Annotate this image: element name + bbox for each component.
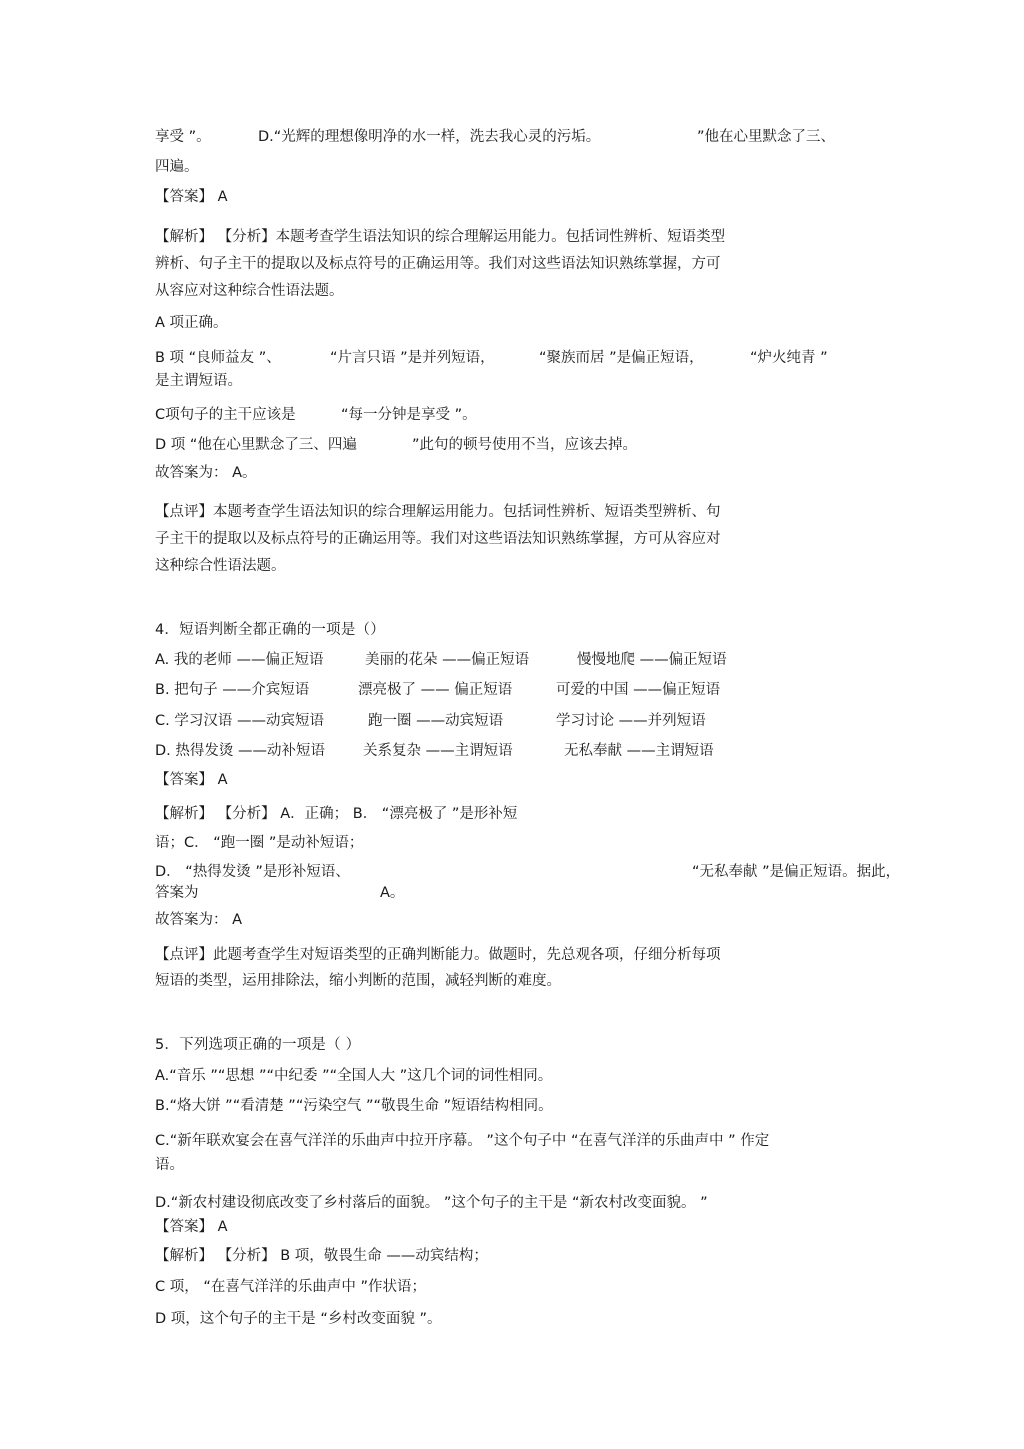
text-line: D.“光辉的理想像明净的水一样，洗去我心灵的污垢。 xyxy=(258,129,601,145)
comment-text: 短语的类型，运用排除法，缩小判断的范围，减轻判断的难度。 xyxy=(155,973,561,989)
option-c: C.“新年联欢宴会在喜气洋洋的乐曲声中拉开序幕。 ”这个句子中 “在喜气洋洋的乐曲声中 ” 作定 xyxy=(155,1133,770,1149)
option-a-part2: 美丽的花朵 ——偏正短语 xyxy=(365,652,530,668)
option-d: D.“新农村建设彻底改变了乡村落后的面貌。 ”这个句子的主干是 “新农村改变面貌。 ” xyxy=(155,1195,708,1211)
answer-label: 【答案】 A xyxy=(155,189,228,205)
option-c: 语。 xyxy=(155,1157,184,1173)
option-c-part3: 学习讨论 ——并列短语 xyxy=(556,713,706,729)
comment-text: 子主干的提取以及标点符号的正确运用等。我们对这些语法知识熟练掌握，方可从容应对 xyxy=(155,531,721,547)
option-d-part2: 关系复杂 ——主谓短语 xyxy=(363,743,513,759)
analysis-text: D 项，这个句子的主干是 “乡村改变面貌 ”。 xyxy=(155,1311,442,1327)
option-c-part2: 跑一圈 ——动宾短语 xyxy=(368,713,504,729)
answer-label: 【答案】 A xyxy=(155,1219,228,1235)
comment-text: 这种综合性语法题。 xyxy=(155,558,286,574)
analysis-text: “无私奉献 ”是偏正短语。据此， xyxy=(692,864,901,880)
analysis-text: 【解析】 【分析】本题考查学生语法知识的综合理解运用能力。包括词性辨析、短语类型 xyxy=(155,229,726,245)
analysis-item-c: “每一分钟是享受 ”。 xyxy=(341,407,477,423)
analysis-item-b: “炉火纯青 ” xyxy=(750,350,828,366)
option-b-part3: 可爱的中国 ——偏正短语 xyxy=(556,682,721,698)
analysis-text: 语；C． “跑一圈 ”是动补短语； xyxy=(155,835,364,851)
analysis-item-b: “片言只语 ”是并列短语， xyxy=(330,350,495,366)
analysis-text: 【解析】 【分析】 B 项，敬畏生命 ——动宾结构； xyxy=(155,1248,488,1264)
analysis-item-b: 是主谓短语。 xyxy=(155,373,242,389)
analysis-text: 辨析、句子主干的提取以及标点符号的正确运用等。我们对这些语法知识熟练掌握，方可 xyxy=(155,256,721,272)
analysis-text: A。 xyxy=(380,885,405,901)
option-b-part1: B. 把句子 ——介宾短语 xyxy=(155,682,310,698)
text-line: ”他在心里默念了三、 xyxy=(697,129,836,145)
analysis-item-b: B 项 “良师益友 ”、 xyxy=(155,350,281,366)
option-a-part3: 慢慢地爬 ——偏正短语 xyxy=(577,652,727,668)
analysis-text: 【解析】 【分析】 A．正确； B． “漂亮极了 ”是形补短 xyxy=(155,806,518,822)
conclusion-text: 故答案为： A。 xyxy=(155,465,257,481)
analysis-text: 答案为 xyxy=(155,885,199,901)
comment-text: 【点评】此题考查学生对短语类型的正确判断能力。做题时，先总观各项，仔细分析每项 xyxy=(155,947,721,963)
analysis-item-d: D 项 “他在心里默念了三、四遍 xyxy=(155,437,357,453)
text-line: 四遍。 xyxy=(155,159,199,175)
option-b-part2: 漂亮极了 —— 偏正短语 xyxy=(358,682,513,698)
analysis-item-b: “聚族而居 ”是偏正短语， xyxy=(539,350,704,366)
comment-text: 【点评】本题考查学生语法知识的综合理解运用能力。包括词性辨析、短语类型辨析、句 xyxy=(155,504,721,520)
option-c-part1: C. 学习汉语 ——动宾短语 xyxy=(155,713,324,729)
option-a: A.“音乐 ”“思想 ”“中纪委 ”“全国人大 ”这几个词的词性相同。 xyxy=(155,1068,553,1084)
analysis-item-a: A 项正确。 xyxy=(155,315,228,331)
option-d-part1: D. 热得发烫 ——动补短语 xyxy=(155,743,325,759)
analysis-text: D． “热得发烫 ”是形补短语、 xyxy=(155,864,350,880)
option-b: B.“烙大饼 ”“看清楚 ”“污染空气 ”“敬畏生命 ”短语结构相同。 xyxy=(155,1098,553,1114)
question-stem: 4．短语判断全都正确的一项是（） xyxy=(155,622,385,638)
text-line: 享受 ”。 xyxy=(155,129,211,145)
analysis-item-d: ”此句的顿号使用不当，应该去掉。 xyxy=(412,437,638,453)
analysis-text: 从容应对这种综合性语法题。 xyxy=(155,283,344,299)
option-d-part3: 无私奉献 ——主谓短语 xyxy=(564,743,714,759)
option-a-part1: A. 我的老师 ——偏正短语 xyxy=(155,652,324,668)
analysis-text: C 项， “在喜气洋洋的乐曲声中 ”作状语； xyxy=(155,1279,426,1295)
conclusion-text: 故答案为： A xyxy=(155,912,243,928)
question-stem: 5．下列选项正确的一项是（ ） xyxy=(155,1037,361,1053)
answer-label: 【答案】 A xyxy=(155,772,228,788)
analysis-item-c: C项句子的主干应该是 xyxy=(155,407,296,423)
